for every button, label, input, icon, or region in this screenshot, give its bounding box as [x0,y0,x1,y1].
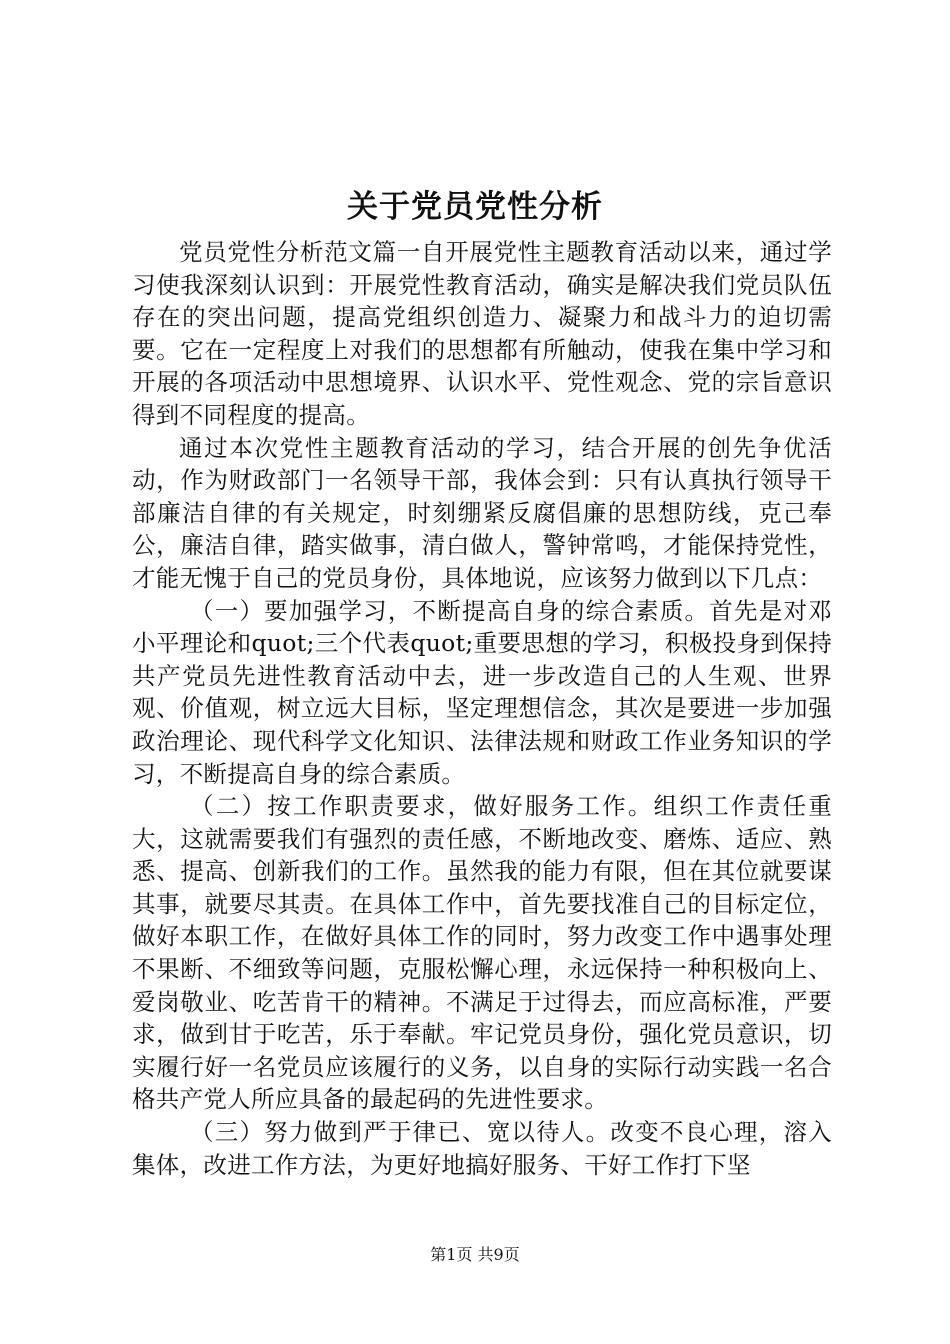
paragraph-intro: 党员党性分析范文篇一自开展党性主题教育活动以来，通过学习使我深刻认识到：开展党性教育活动，确实是解决我们党员队伍存在的突出问题，提高党组织创造力、凝聚力和战斗力的迫切需要。它在一定程度上对我们的思想都有所触动，使我在集中学习和开展的各项活动中思想境界、认识水平、党性观念、党的宗旨意识得到不同程度的提高。 [132,238,832,429]
document-body [132,236,832,1181]
document-title: 关于党员党性分析 [347,189,603,225]
paragraph-point-two: （二）按工作职责要求，做好服务工作。组织工作责任重大，这就需要我们有强烈的责任感，不断地改变、磨炼、适应、熟悉、提高、创新我们的工作。虽然我的能力有限，但在其位就要谋其事，就要尽其责。在具体工作中，首先要找准自己的目标定位，做好本职工作，在做好具体工作的同时，努力改变工作中遇事处理不果断、不细致等问题，克服松懈心理，永远保持一种积极向上、爱岗敬业、吃苦肯干的精神。不满足于过得去，而应高标准，严要求，做到甘于吃苦，乐于奉献。牢记党员身份，强化党员意识，切实履行好一名党员应该履行的义务，以自身的实际行动实践一名合格共产党人所应具备的最起码的先进性要求。 [132,792,832,1114]
paragraph-experience: 通过本次党性主题教育活动的学习，结合开展的创先争优活动，作为财政部门一名领导干部，我体会到：只有认真执行领导干部廉洁自律的有关规定，时刻绷紧反腐倡廉的思想防线，克己奉公，廉洁自律，踏实做事，清白做人，警钟常鸣，才能保持党性，才能无愧于自己的党员身份，具体地说，应该努力做到以下几点： [132,433,832,592]
paragraph-point-one: （一）要加强学习，不断提高自身的综合素质。首先是对邓小平理论和quot;三个代表quot;重要思想的学习，积极投身到保持共产党员先进性教育活动中去，进一步改造自己的人生观、世界观、价值观，树立远大目标，坚定理想信念，其次是要进一步加强政治理论、现代科学文化知识、法律法规和财政工作业务知识的学习，不断提高自身的综合素质。 [132,596,832,788]
paragraph-point-three: （三）努力做到严于律已、宽以待人。改变不良心理，溶入集体，改进工作方法，为更好地搞好服务、干好工作打下坚 [132,1118,832,1179]
page-number-footer: 第1页 共9页 [430,1245,520,1264]
